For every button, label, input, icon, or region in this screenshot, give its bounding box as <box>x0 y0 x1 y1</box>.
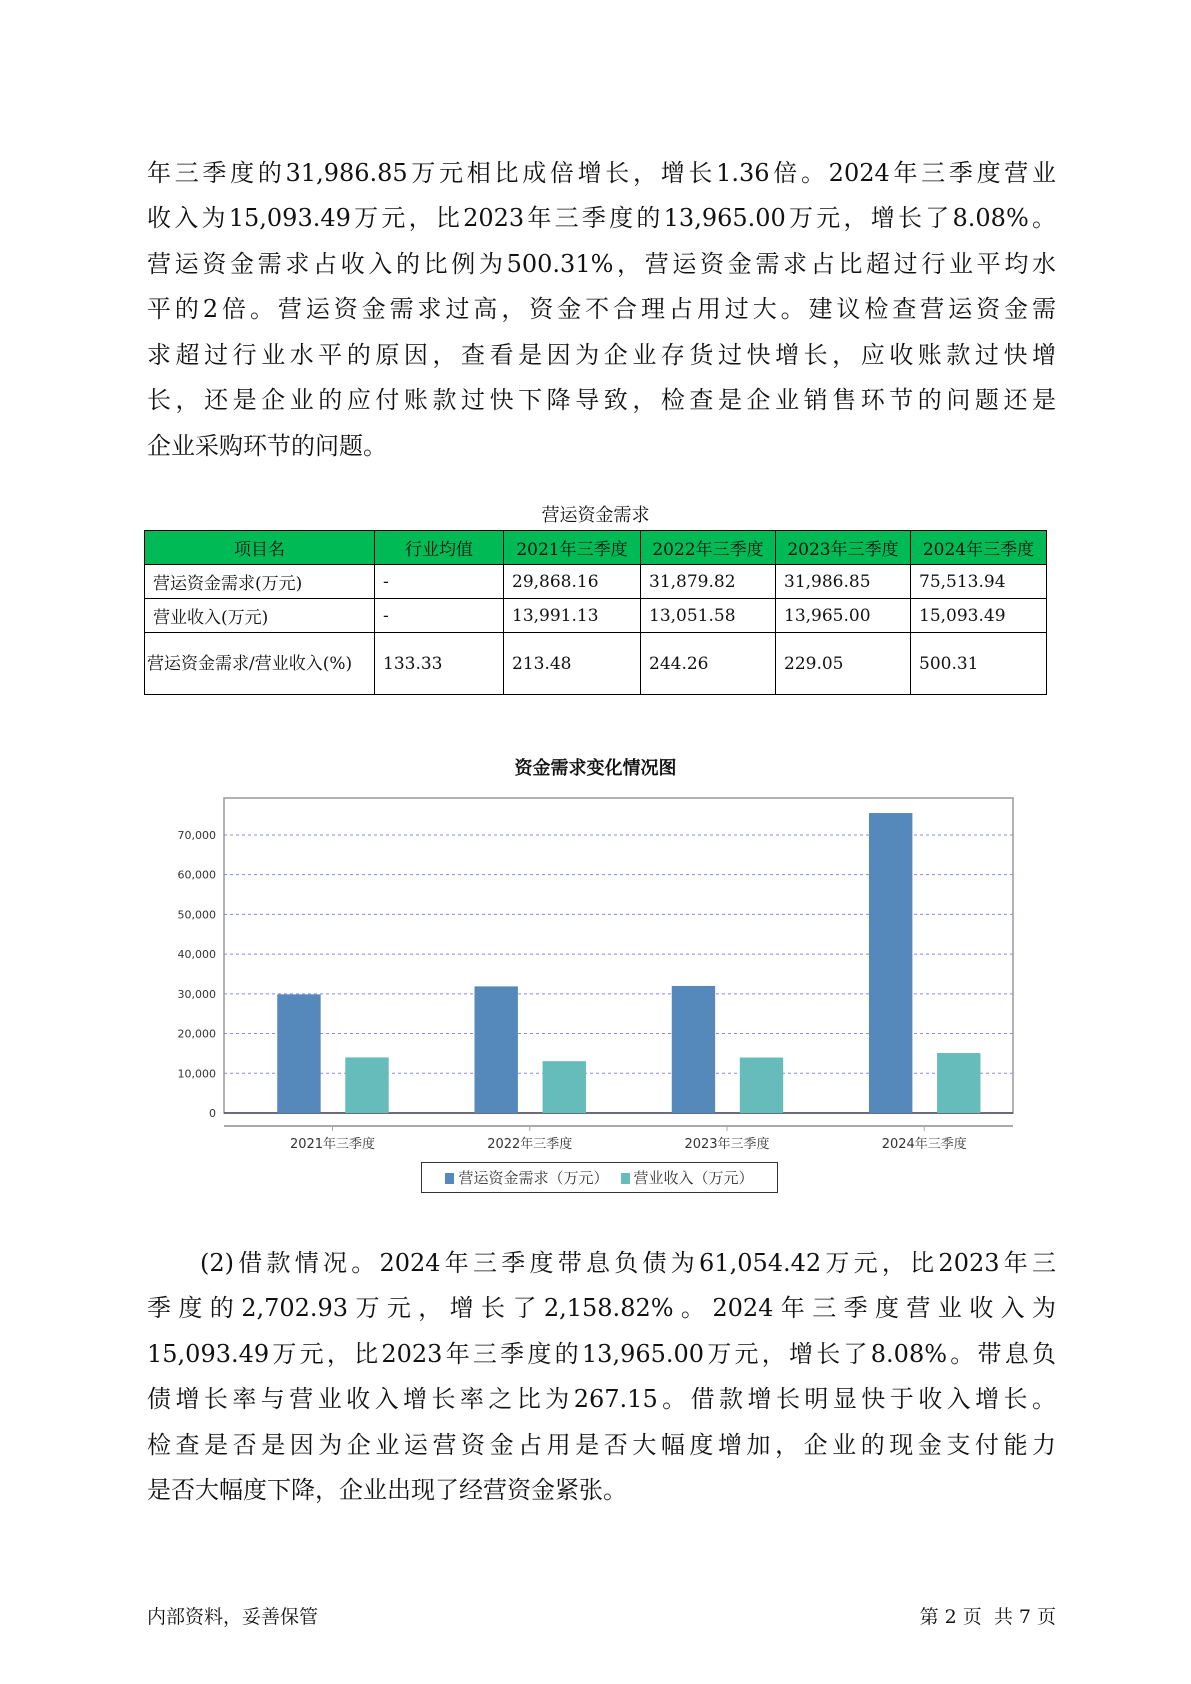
text-line: 企业采购环节的问题。 <box>147 432 387 460</box>
cell: 213.48 <box>504 633 641 695</box>
chart-title: 资金需求变化情况图 <box>514 758 677 779</box>
bar-revenue <box>345 1057 388 1113</box>
cell: 133.33 <box>375 633 504 695</box>
footer-note: 内部资料，妥善保管 <box>147 1606 319 1628</box>
cell: 营业收入(万元) <box>145 599 375 633</box>
text-line: 15,093.49万元，比2023年三季度的13,965.00万元，增长了8.08%。带息负 <box>147 1340 1056 1368</box>
text-line: 年三季度的31,986.85万元相比成倍增长，增长1.36倍。2024年三季度营业 <box>147 159 1056 187</box>
y-tick-label: 20,000 <box>177 1027 216 1041</box>
cell: 244.26 <box>641 633 776 695</box>
bar-working-capital <box>277 994 320 1113</box>
text-line: 是否大幅度下降，企业出现了经营资金紧张。 <box>147 1476 627 1504</box>
text-line: 检查是否是因为企业运营资金占用是否大幅度增加，企业的现金支付能力 <box>147 1431 1056 1459</box>
x-tick-label: 2022年三季度 <box>487 1137 573 1152</box>
header-cell: 项目名 <box>145 531 375 565</box>
cell: 营运资金需求(万元) <box>145 565 375 599</box>
y-tick-label: 0 <box>209 1107 216 1120</box>
bar-revenue <box>543 1061 586 1113</box>
text-line: 平的2倍。营运资金需求过高，资金不合理占用过大。建议检查营运资金需 <box>147 295 1056 323</box>
y-tick-label: 40,000 <box>177 948 216 962</box>
y-tick-label: 70,000 <box>177 828 216 842</box>
cell: 500.31 <box>911 633 1047 695</box>
legend-swatch-icon <box>445 1173 454 1184</box>
legend-swatch-icon <box>621 1173 630 1184</box>
cell: 31,986.85 <box>776 565 911 599</box>
chart-legend <box>421 1162 778 1193</box>
text-line: 求超过行业水平的原因，查看是因为企业存货过快增长，应收账款过快增 <box>147 341 1056 369</box>
cell: 营运资金需求/营业收入(%) <box>145 633 375 695</box>
legend-label: 营运资金需求（万元） <box>458 1169 609 1187</box>
x-tick-label: 2021年三季度 <box>289 1137 376 1152</box>
page-number: 第 2 页 共 7 页 <box>919 1606 1056 1628</box>
cell: 13,051.58 <box>641 599 776 633</box>
cell: 75,513.94 <box>911 565 1047 599</box>
cell: 229.05 <box>776 633 911 695</box>
bar-revenue <box>740 1058 783 1113</box>
header-cell: 2022年三季度 <box>641 531 776 565</box>
bar-revenue <box>937 1053 980 1113</box>
header-cell: 行业均值 <box>375 531 504 565</box>
legend-item <box>621 1167 754 1188</box>
text-line: 营运资金需求占收入的比例为500.31%，营运资金需求占比超过行业平均水 <box>147 250 1056 278</box>
text-line: 债增长率与营业收入增长率之比为267.15。借款增长明显快于收入增长。 <box>147 1385 1056 1413</box>
text-line: 收入为15,093.49万元，比2023年三季度的13,965.00万元，增长了8.08%。 <box>147 204 1056 232</box>
y-tick-label: 60,000 <box>177 868 216 882</box>
cell: - <box>375 599 504 633</box>
cell: 13,965.00 <box>776 599 911 633</box>
cell: 13,991.13 <box>504 599 641 633</box>
cell: - <box>375 565 504 599</box>
x-tick-label: 2024年三季度 <box>881 1137 967 1152</box>
bar-working-capital <box>475 986 518 1113</box>
header-cell: 2024年三季度 <box>911 531 1047 565</box>
bar-working-capital <box>869 813 912 1113</box>
text-line: (2)借款情况。2024年三季度带息负债为61,054.42万元，比2023年三 <box>200 1249 1056 1277</box>
text-line: 长，还是企业的应付账款过快下降导致，检查是企业销售环节的问题还是 <box>147 386 1056 414</box>
table-caption: 营运资金需求 <box>541 505 650 526</box>
legend-item <box>445 1167 608 1188</box>
cell: 15,093.49 <box>911 599 1047 633</box>
bar-working-capital <box>672 986 715 1113</box>
y-tick-label: 50,000 <box>177 908 216 922</box>
y-tick-label: 30,000 <box>177 987 216 1001</box>
cell: 29,868.16 <box>504 565 641 599</box>
y-tick-label: 10,000 <box>177 1067 216 1081</box>
header-cell: 2021年三季度 <box>504 531 641 565</box>
text-line: 季度的2,702.93万元，增长了2,158.82%。2024年三季度营业收入为 <box>147 1294 1056 1322</box>
cell: 31,879.82 <box>641 565 776 599</box>
x-tick-label: 2023年三季度 <box>684 1137 770 1152</box>
legend-label: 营业收入（万元） <box>633 1169 754 1187</box>
header-cell: 2023年三季度 <box>776 531 911 565</box>
